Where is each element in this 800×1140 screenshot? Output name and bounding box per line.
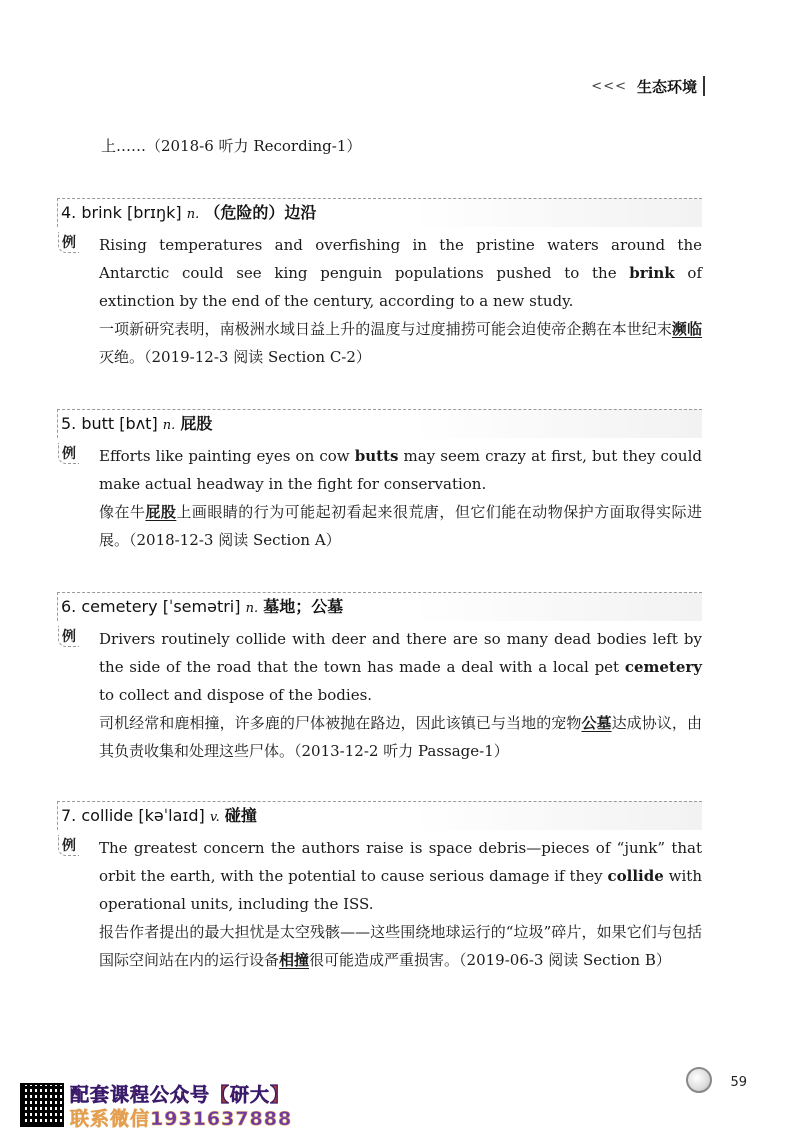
example-body <box>99 834 702 974</box>
example-badge: 例 <box>58 626 79 647</box>
entry-pos: n. <box>245 601 259 616</box>
example-english: The greatest concern the authors raise is space debris—pieces of “junk” that orbit the earth, with the potential to cause serious damage if they collide with operational units, including the ISS. <box>99 839 702 913</box>
example-english: Rising temperatures and overfishing in the pristine waters around the Antarctic could see king penguin populations pushed to the brink of extinction by the end of the century, according to a new study. <box>99 236 702 310</box>
entry-meaning: 屁股 <box>180 414 213 433</box>
entry-brink <box>57 198 702 371</box>
qr-code-icon <box>20 1083 64 1127</box>
entry-heading <box>57 801 702 830</box>
entry-pos: n. <box>186 207 200 222</box>
entry-heading <box>57 198 702 227</box>
entry-meaning: 墓地；公墓 <box>263 597 344 616</box>
page-number: 59 <box>730 1075 747 1090</box>
entry-word: 7. collide <box>61 806 134 825</box>
entry-phonetic: [ˈsemətri] <box>162 597 241 616</box>
entry-pos: v. <box>209 810 220 825</box>
example-english: Efforts like painting eyes on cow butts may seem crazy at first, but they could make actual headway in the fight for conservation. <box>99 447 702 493</box>
entry-phonetic: [brɪŋk] <box>127 203 182 222</box>
example-chinese: 司机经常和鹿相撞，许多鹿的尸体被抛在路边，因此该镇已与当地的宠物公墓达成协议，由其负责收集和处理这些尸体。（2013-12-2 听力 Passage-1） <box>99 714 702 760</box>
entry-meaning: （危险的）边沿 <box>204 203 317 222</box>
example-body <box>99 231 702 371</box>
page-circle-icon <box>686 1067 712 1093</box>
entry-phonetic: [kəˈlaɪd] <box>138 806 205 825</box>
promo-line-1: 配套课程公众号【研大】 <box>70 1084 291 1106</box>
example-body <box>99 625 702 765</box>
example-chinese: 一项新研究表明，南极洲水域日益上升的温度与过度捕捞可能会迫使帝企鹅在本世纪末濒临灭绝。（2019-12-3 阅读 Section C-2） <box>99 320 702 366</box>
example-english: Drivers routinely collide with deer and there are so many dead bodies left by the side of the road that the town has made a deal with a local pet cemetery to collect and dispose of the bodies. <box>99 630 702 704</box>
example-chinese: 报告作者提出的最大担忧是太空残骸——这些围绕地球运行的“垃圾”碎片，如果它们与包括国际空间站在内的运行设备相撞很可能造成严重损害。（2019-06-3 阅读 Section B） <box>99 923 702 969</box>
entry-heading <box>57 409 702 438</box>
entry-pos: n. <box>162 418 176 433</box>
example-badge: 例 <box>58 232 79 253</box>
entry-collide <box>57 801 702 974</box>
entry-word: 4. brink <box>61 203 122 222</box>
example-badge: 例 <box>58 443 79 464</box>
entry-butt <box>57 409 702 554</box>
entry-meaning: 碰撞 <box>224 806 257 825</box>
entry-word: 6. cemetery <box>61 597 158 616</box>
header-arrows: <<< <box>591 78 627 94</box>
continuation-text: 上……（2018-6 听力 Recording-1） <box>101 137 362 155</box>
header-title: 生态环境 <box>636 77 697 96</box>
promo-line-2: 联系微信1931637888 <box>70 1108 293 1130</box>
entry-phonetic: [bʌt] <box>119 414 158 433</box>
example-badge: 例 <box>58 835 79 856</box>
section-header <box>591 76 705 96</box>
promo-banner <box>20 1080 320 1132</box>
entry-heading <box>57 592 702 621</box>
example-chinese: 像在牛屁股上画眼睛的行为可能起初看起来很荒唐，但它们能在动物保护方面取得实际进展。（2018-12-3 阅读 Section A） <box>99 503 702 549</box>
entry-word: 5. butt <box>61 414 115 433</box>
entry-cemetery <box>57 592 702 765</box>
example-body <box>99 442 702 554</box>
